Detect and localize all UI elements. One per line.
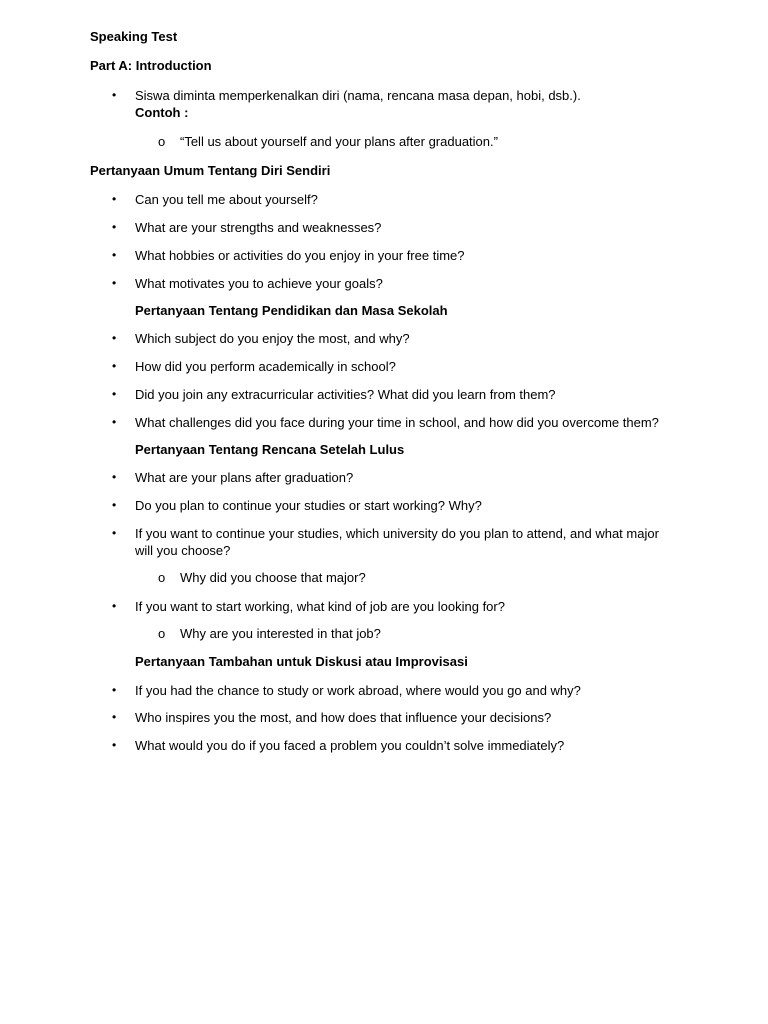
list-item-text: Which subject do you enjoy the most, and why?	[135, 331, 410, 346]
list-item	[112, 525, 665, 559]
bullet-icon: •	[112, 526, 117, 540]
sub-list-item-text: Why are you interested in that job?	[180, 626, 381, 641]
intro-item-text: Siswa diminta memperkenalkan diri (nama, rencana masa depan, hobi, dsb.).	[135, 88, 581, 103]
list-item	[112, 682, 665, 699]
sub-bullet-icon: o	[158, 626, 166, 641]
list-item	[112, 219, 665, 236]
list-item	[112, 469, 665, 486]
bullet-icon: •	[112, 710, 117, 724]
list-item	[112, 598, 665, 615]
list-item-text: What would you do if you faced a problem you couldn’t solve immediately?	[135, 738, 565, 753]
intro-list-item	[112, 87, 665, 121]
bullet-icon: •	[112, 738, 117, 752]
list-item	[112, 497, 665, 514]
bullet-icon: •	[112, 683, 117, 697]
bullet-icon: •	[112, 248, 117, 262]
bullet-icon: •	[112, 387, 117, 401]
sub-bullet-icon: o	[158, 134, 166, 149]
list-item	[112, 386, 665, 403]
section-heading-pendidikan: Pertanyaan Tentang Pendidikan dan Masa Sekolah	[135, 303, 448, 318]
contoh-example-text: “Tell us about yourself and your plans after graduation.”	[180, 134, 498, 149]
list-item	[112, 709, 665, 726]
sub-list-item	[158, 626, 381, 641]
sub-list-item	[158, 570, 366, 585]
sub-bullet-icon: o	[158, 570, 166, 585]
list-item-text: Who inspires you the most, and how does that influence your decisions?	[135, 710, 552, 725]
section-heading-tambahan: Pertanyaan Tambahan untuk Diskusi atau Improvisasi	[135, 654, 468, 669]
bullet-icon: •	[112, 415, 117, 429]
section-heading-umum: Pertanyaan Umum Tentang Diri Sendiri	[90, 163, 331, 178]
contoh-label: Contoh :	[135, 105, 189, 120]
list-item-text: What hobbies or activities do you enjoy in your free time?	[135, 248, 465, 263]
list-item-text: Do you plan to continue your studies or start working? Why?	[135, 498, 482, 513]
bullet-icon: •	[112, 220, 117, 234]
list-item-text: What are your strengths and weaknesses?	[135, 220, 382, 235]
bullet-icon: •	[112, 470, 117, 484]
bullet-icon: •	[112, 498, 117, 512]
list-item	[112, 275, 665, 292]
section-heading-rencana: Pertanyaan Tentang Rencana Setelah Lulus	[135, 442, 405, 457]
part-a-heading: Part A: Introduction	[90, 58, 212, 73]
list-item	[112, 330, 665, 347]
list-item-text: What motivates you to achieve your goals?	[135, 276, 383, 291]
list-item-text: If you want to continue your studies, which university do you plan to attend, and what major will you choose?	[135, 526, 659, 558]
list-item-text: Did you join any extracurricular activities? What did you learn from them?	[135, 387, 556, 402]
list-item-text: What challenges did you face during your time in school, and how did you overcome them?	[135, 415, 659, 430]
list-item	[112, 191, 665, 208]
bullet-icon: •	[112, 331, 117, 345]
document-title: Speaking Test	[90, 29, 178, 44]
bullet-icon: •	[112, 359, 117, 373]
contoh-example-item	[158, 134, 498, 149]
list-item-text: If you want to start working, what kind of job are you looking for?	[135, 599, 505, 614]
list-item	[112, 247, 665, 264]
list-item-text: How did you perform academically in school?	[135, 359, 396, 374]
bullet-icon: •	[112, 599, 117, 613]
list-item-text: If you had the chance to study or work abroad, where would you go and why?	[135, 683, 581, 698]
list-item	[112, 737, 665, 754]
bullet-icon: •	[112, 192, 117, 206]
bullet-icon: •	[112, 88, 117, 102]
list-item	[112, 414, 665, 431]
list-item	[112, 358, 665, 375]
list-item-text: Can you tell me about yourself?	[135, 192, 318, 207]
sub-list-item-text: Why did you choose that major?	[180, 570, 366, 585]
list-item-text: What are your plans after graduation?	[135, 470, 354, 485]
bullet-icon: •	[112, 276, 117, 290]
